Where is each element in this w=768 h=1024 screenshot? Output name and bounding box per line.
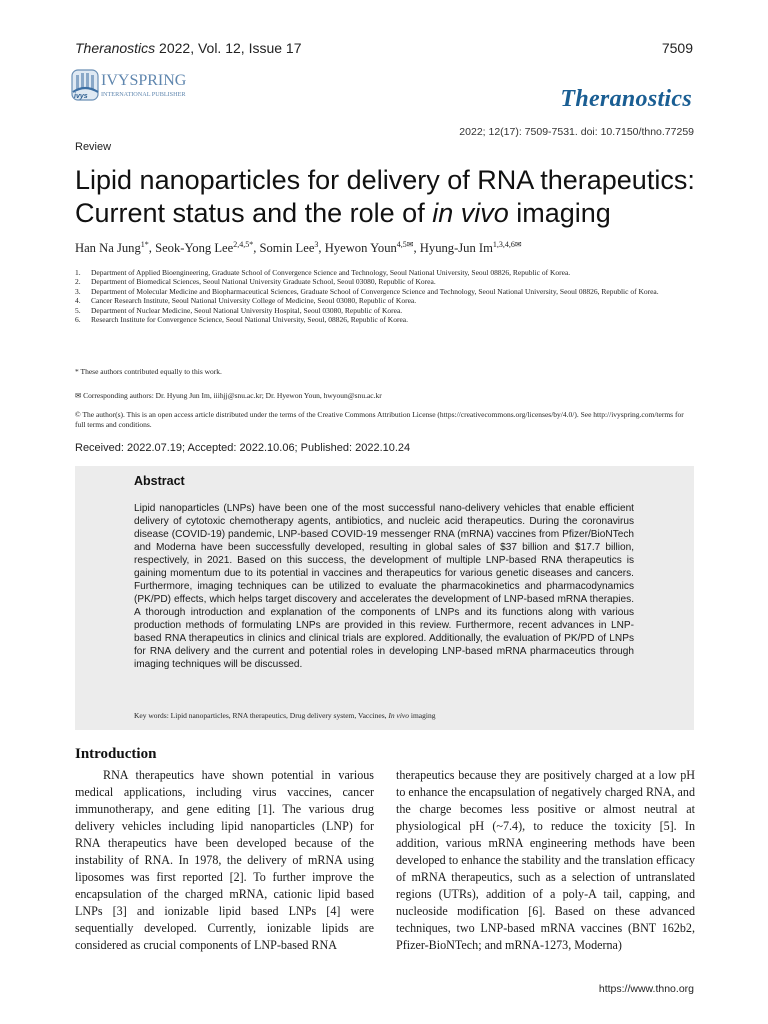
journal-issue: 2022, Vol. 12, Issue 17: [159, 40, 302, 56]
affiliation-item: [75, 296, 695, 305]
affiliation-text: Department of Nuclear Medicine, Seoul National University Hospital, Seoul 03080, Republic of Korea.: [91, 305, 403, 315]
affiliation-number: 4.: [75, 296, 81, 306]
author-name: Hyewon Youn: [324, 241, 397, 256]
author-affiliation-marker: 4,5✉: [396, 240, 414, 249]
license-statement: © The author(s). This is an open access article distributed under the terms of the Creative Commons Attribution License (https://creativecommons.org/licenses/by/4.0/). See http://ivyspring.com/terms for full terms and conditions.: [75, 410, 684, 429]
title-line-2-prefix: Current status and the role of: [75, 198, 433, 228]
author-list: [75, 240, 522, 256]
keywords-italic: In vivo: [388, 711, 410, 720]
keywords-suffix: imaging: [409, 711, 436, 720]
article-title: [75, 164, 705, 230]
author-name: Seok-Yong Lee: [155, 241, 234, 256]
author-separator: ,: [318, 241, 325, 256]
keywords-prefix: Key words: Lipid nanoparticles, RNA therapeutics, Drug delivery system, Vaccines,: [134, 711, 389, 720]
author-separator: ,: [148, 241, 156, 256]
author-separator: ,: [413, 241, 420, 256]
equal-contribution-note: * These authors contributed equally to this work.: [75, 367, 222, 376]
affiliation-number: 5.: [75, 305, 81, 315]
publisher-subtitle: INTERNATIONAL PUBLISHER: [101, 91, 186, 98]
author-name: Han Na Jung: [75, 241, 141, 256]
introduction-column-right: therapeutics because they are positively charged at a low pH to enhance the encapsulation of negatively charged RNA, and the charge becomes less positive or almost neutral at physiological pH (~7.4), to reduce the toxicity [5]. In addition, various mRNA engineering methods have been developed to enhance the stability and the translation efficacy of mRNA therapeutics, such as a selection of untranslated regions (UTRs), addition of a poly-A tail, capping, and nucleoside modification [6]. Based on these advanced techniques, two LNP-based mRNA vaccines (BNT 162b2, Pfizer-BioNTech; and mRNA-1273, Moderna): [396, 768, 695, 953]
affiliation-text: Research Institute for Convergence Science, Seoul National University, Seoul, 08826, Republic of Korea.: [91, 315, 408, 325]
title-line-2-italic: in vivo: [432, 198, 509, 228]
introduction-heading: Introduction: [75, 746, 157, 762]
publisher-name: IVYSPRING: [101, 72, 187, 89]
affiliation-text: Cancer Research Institute, Seoul National University College of Medicine, Seoul 03080, Republic of Korea.: [91, 296, 417, 306]
title-line-1: Lipid nanoparticles for delivery of RNA therapeutics:: [75, 165, 695, 195]
affiliation-item: [75, 306, 695, 315]
journal-name: Theranostics: [75, 40, 156, 56]
ivyspring-logo: [70, 66, 220, 106]
affiliation-number: 1.: [75, 268, 81, 277]
footer-url[interactable]: https://www.thno.org: [598, 983, 694, 995]
introduction-column-left: RNA therapeutics have shown potential in various medical applications, including virus vaccines, cancer immunotherapy, and gene editing [1]. The various drug delivery vehicles including lipid nanoparticles (LNP) for RNA therapeutics have been developed because of the instability of RNA. In 1978, the delivery of mRNA using liposomes was first reported [2]. To further improve the encapsulation of the charged mRNA, cationic lipid based LNPs [3] and ionizable lipid based LNPs [4] were sequentially developed. Currently, ionizable lipids are considered as crucial components of LNP-based RNA: [75, 768, 374, 953]
ivyspring-emblem-icon: [72, 70, 98, 100]
page-number: 7509: [661, 40, 693, 56]
affiliation-item: [75, 315, 695, 324]
affiliation-text: Department of Biomedical Sciences, Seoul National University Graduate School, Seoul 03080, Republic of Korea.: [91, 277, 436, 287]
svg-text:ivys: ivys: [74, 93, 88, 100]
author-affiliation-marker: 2,4,5*: [233, 240, 254, 249]
citation-doi: 2022; 12(17): 7509-7531. doi: 10.7150/thno.77259: [459, 126, 694, 138]
abstract-heading: Abstract: [134, 474, 185, 488]
affiliation-number: 6.: [75, 315, 81, 325]
publication-dates: Received: 2022.07.19; Accepted: 2022.10.06; Published: 2022.10.24: [75, 442, 411, 454]
author-affiliation-marker: 1,3,4,6✉: [492, 240, 522, 249]
affiliation-item: [75, 277, 695, 286]
title-line-2-suffix: imaging: [508, 198, 611, 228]
corresponding-authors: ✉ Corresponding authors: Dr. Hyung Jun Im, iiihjj@snu.ac.kr; Dr. Hyewon Youn, hwyoun@snu.ac.kr: [75, 391, 382, 400]
affiliation-list: [75, 268, 695, 324]
article-type: Review: [75, 141, 112, 153]
author-name: Hyung-Jun Im: [419, 241, 493, 256]
author-name: Somin Lee: [259, 241, 315, 256]
affiliation-number: 3.: [75, 286, 81, 296]
affiliation-number: 2.: [75, 277, 81, 287]
journal-brand-logo: Theranostics: [560, 86, 692, 112]
author-affiliation-marker: 3: [314, 240, 319, 249]
affiliation-item: [75, 268, 695, 277]
abstract-text: Lipid nanoparticles (LNPs) have been one of the most successful nano-delivery vehicles that enable efficient delivery of cytotoxic chemotherapy agents, antibiotics, and nucleic acid therapeutics. During the coronavirus disease (COVID-19) pandemic, LNP-based COVID-19 messenger RNA (mRNA) vaccines from Pfizer/BioNTech and Moderna have been successfully developed, resulting in global sales of $37 billion and $17.7 billion, respectively, in 2021. Based on this success, the development of multiple LNP-based RNA therapeutics is gaining momentum due to its potential in vaccines and therapeutics for various genetic diseases and cancers. Furthermore, imaging techniques can be utilized to evaluate the pharmacokinetics and pharmacodynamics (PK/PD) effects, which helps target discovery and accelerates the development of LNP-based mRNA therapies. A thorough introduction and explanation of the components of LNPs and its functions along with various production methods of formulating LNPs are provided in this review. Furthermore, recent advances in LNP-based RNA therapeutics in clinics and clinical trials are explored. Additionally, the evaluation of PK/PD of LNPs for RNA delivery and the current and potential roles in developing LNP-based mRNA pharmaceutics through imaging techniques will be discussed.: [134, 503, 634, 671]
author-affiliation-marker: 1*: [140, 240, 149, 249]
affiliation-text: Department of Applied Bioengineering, Graduate School of Convergence Science and Technology, Seoul National University, Seoul 08826, Republic of Korea.: [91, 268, 571, 277]
journal-header: [75, 40, 302, 56]
author-separator: ,: [253, 241, 260, 256]
keywords: [134, 711, 435, 720]
affiliation-text: Department of Molecular Medicine and Biopharmaceutical Sciences, Graduate School of Convergence Science and Technology, Seoul National University, Seoul 08826, Republic of Korea.: [91, 286, 659, 296]
affiliation-item: [75, 287, 695, 296]
